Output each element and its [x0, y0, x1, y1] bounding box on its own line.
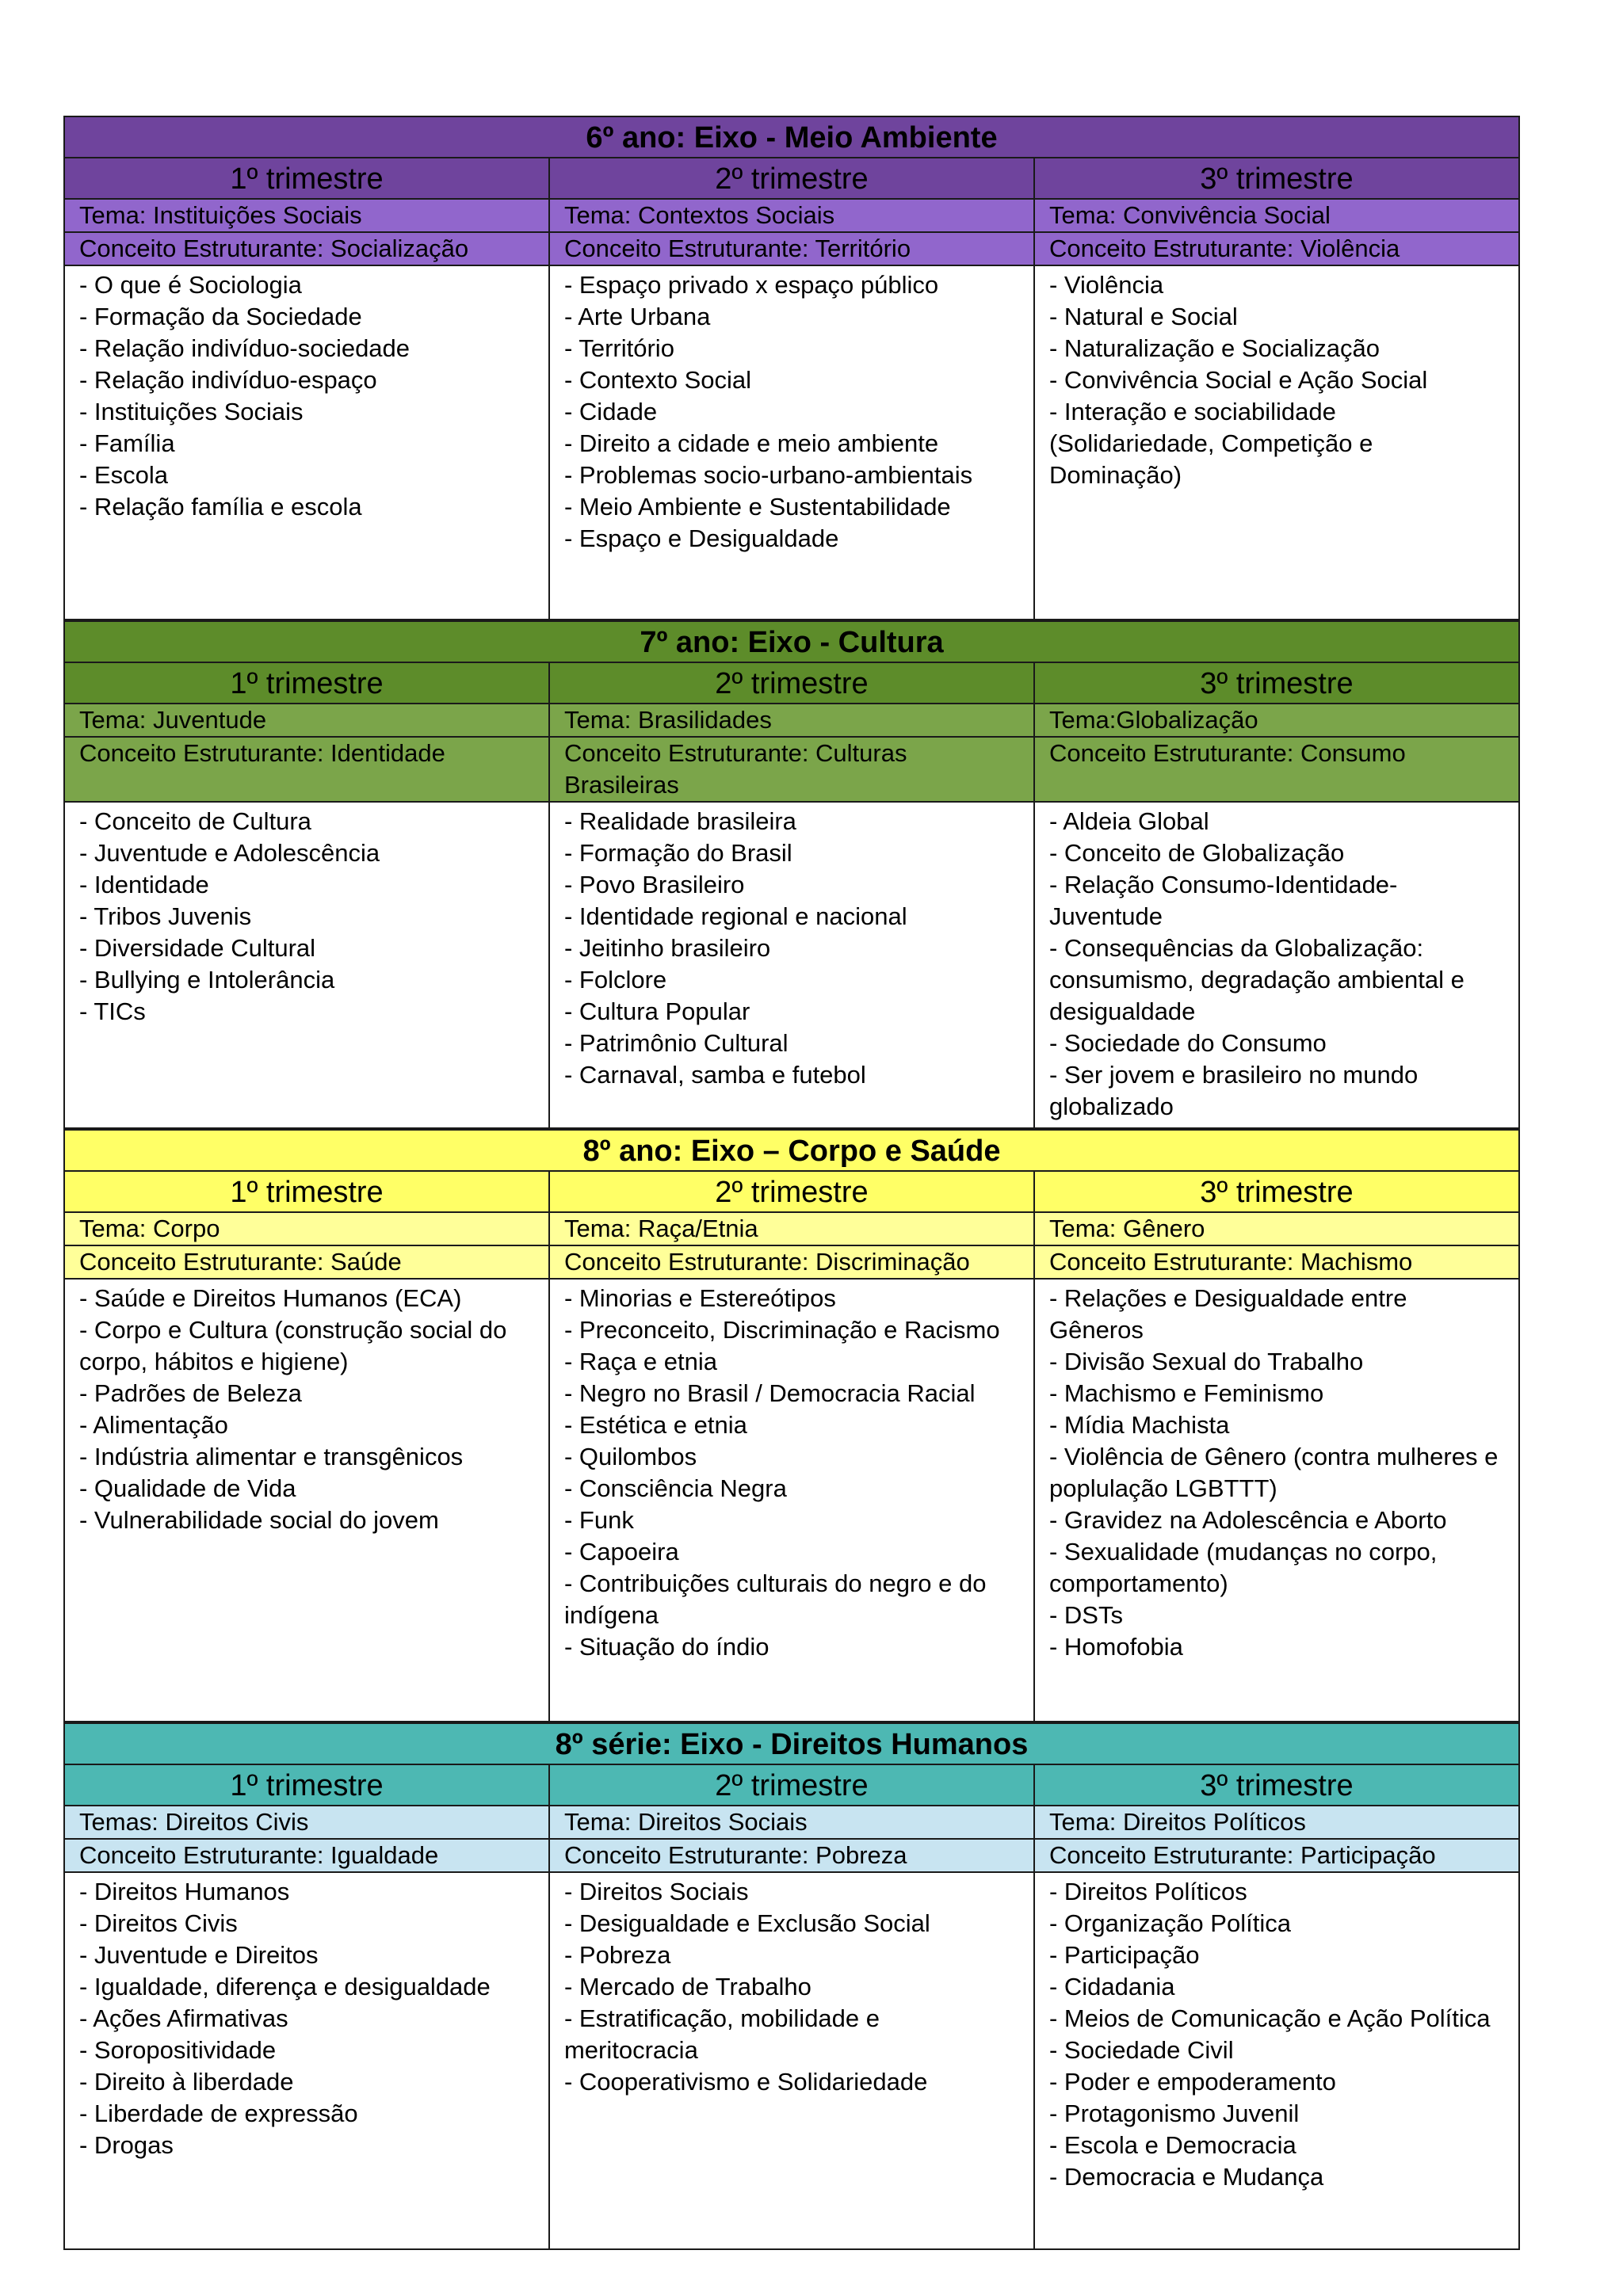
- trimester-row: [64, 662, 1519, 704]
- topic-item: - DSTs: [1048, 1601, 1123, 1629]
- topic-list: [564, 806, 1019, 1091]
- topic-item: - Indústria alimentar e transgênicos: [79, 1443, 464, 1470]
- topic-item: - Consciência Negra: [563, 1474, 787, 1502]
- conceito-cell: Conceito Estruturante: Violência: [1034, 232, 1519, 265]
- content-cell: [549, 265, 1034, 620]
- topic-item: - Relação família e escola: [79, 493, 362, 521]
- content-cell: [549, 1872, 1034, 2249]
- content-cell: [64, 265, 549, 620]
- topic-item: - Escola e Democracia: [1048, 2131, 1296, 2159]
- trimester-header: 2º trimestre: [549, 158, 1034, 199]
- tema-row: [64, 704, 1519, 737]
- trimester-header: 3º trimestre: [1034, 1171, 1519, 1212]
- topic-item: - Mídia Machista: [1048, 1411, 1230, 1439]
- topic-item: - Pobreza: [563, 1941, 671, 1969]
- tema-cell: Tema: Gênero: [1034, 1212, 1519, 1245]
- content-cell: [549, 802, 1034, 1129]
- topic-item: - Juventude e Direitos: [79, 1941, 319, 1969]
- topic-item: - Cooperativismo e Solidariedade: [563, 2068, 928, 2096]
- topic-item: - Folclore: [563, 966, 667, 994]
- topic-item: - TICs: [79, 997, 146, 1025]
- topic-item: - Diversidade Cultural: [79, 934, 316, 962]
- trimester-header: 2º trimestre: [549, 1171, 1034, 1212]
- topic-item: - Igualdade, diferença e desigualdade: [79, 1973, 491, 2000]
- topic-item: - Aldeia Global: [1048, 807, 1209, 835]
- topic-item: - Cidade: [563, 398, 658, 425]
- topic-item: - Interação e sociabilidade (Solidariedade, Competição e Dominação): [1048, 398, 1373, 489]
- topic-item: - Relações e Desigualdade entre Gêneros: [1048, 1284, 1407, 1344]
- topic-item: - Consequências da Globalização: consumismo, degradação ambiental e desigualdade: [1048, 934, 1465, 1025]
- trimester-row: [64, 1764, 1519, 1806]
- topic-item: - Corpo e Cultura (construção social do corpo, hábitos e higiene): [79, 1316, 507, 1375]
- topic-item: - Sexualidade (mudanças no corpo, comportamento): [1048, 1538, 1438, 1597]
- topic-item: - Homofobia: [1048, 1633, 1183, 1661]
- conceito-cell: Conceito Estruturante: Pobreza: [549, 1839, 1034, 1872]
- conceito-cell: Conceito Estruturante: Território: [549, 232, 1034, 265]
- topic-item: - Instituições Sociais: [79, 398, 304, 425]
- topic-item: - Direitos Sociais: [563, 1878, 749, 1905]
- topic-item: - Funk: [563, 1506, 634, 1534]
- topic-item: - Família: [79, 429, 175, 457]
- topic-item: - Qualidade de Vida: [79, 1474, 296, 1502]
- topic-item: - Patrimônio Cultural: [563, 1029, 789, 1057]
- trimester-header: 1º trimestre: [64, 1764, 549, 1806]
- trimester-header: 3º trimestre: [1034, 662, 1519, 704]
- conceito-cell: Conceito Estruturante: Culturas Brasileiras: [549, 737, 1034, 802]
- topic-item: - Sociedade Civil: [1048, 2036, 1234, 2064]
- tema-row: [64, 1806, 1519, 1839]
- topic-item: - Convivência Social e Ação Social: [1048, 366, 1428, 394]
- topic-item: - Estética e etnia: [563, 1411, 747, 1439]
- topic-item: - Violência de Gênero (contra mulheres e poplulação LGBTTT): [1048, 1443, 1499, 1502]
- topic-item: - Formação do Brasil: [563, 839, 792, 867]
- topic-item: - Poder e empoderamento: [1048, 2068, 1336, 2096]
- topic-item: - Divisão Sexual do Trabalho: [1048, 1348, 1364, 1375]
- conceito-cell: Conceito Estruturante: Participação: [1034, 1839, 1519, 1872]
- topic-item: - Relação indivíduo-sociedade: [79, 334, 411, 362]
- topic-list: [1049, 806, 1504, 1123]
- topic-item: - Negro no Brasil / Democracia Racial: [563, 1379, 976, 1407]
- content-cell: [64, 1279, 549, 1722]
- tema-cell: Tema: Brasilidades: [549, 704, 1034, 737]
- topic-item: - Saúde e Direitos Humanos (ECA): [79, 1284, 462, 1312]
- topic-item: - Capoeira: [563, 1538, 679, 1566]
- tema-cell: Tema: Juventude: [64, 704, 549, 737]
- tema-cell: Tema:Globalização: [1034, 704, 1519, 737]
- topic-list: [1049, 269, 1504, 491]
- topic-item: - O que é Sociologia: [79, 271, 302, 299]
- topic-item: - Direitos Civis: [79, 1909, 238, 1937]
- tema-cell: Tema: Direitos Sociais: [549, 1806, 1034, 1839]
- topic-list: [79, 1876, 534, 2161]
- topic-item: - Juventude e Adolescência: [79, 839, 380, 867]
- topic-item: - Identidade: [79, 871, 209, 898]
- topic-item: - Meios de Comunicação e Ação Política: [1048, 2004, 1491, 2032]
- topic-item: - Espaço privado x espaço público: [563, 271, 939, 299]
- content-cell: [64, 1872, 549, 2249]
- tema-cell: Tema: Instituições Sociais: [64, 199, 549, 232]
- topic-item: - Protagonismo Juvenil: [1048, 2100, 1300, 2127]
- topic-item: - Organização Política: [1048, 1909, 1291, 1937]
- section-title-row: [64, 1129, 1519, 1171]
- trimester-header: 2º trimestre: [549, 662, 1034, 704]
- topic-item: - Soropositividade: [79, 2036, 277, 2064]
- topic-item: - Direitos Políticos: [1048, 1878, 1247, 1905]
- topic-item: - Território: [563, 334, 674, 362]
- topic-item: - Natural e Social: [1048, 303, 1238, 330]
- tema-cell: Tema: Direitos Políticos: [1034, 1806, 1519, 1839]
- topic-item: - Realidade brasileira: [563, 807, 796, 835]
- topic-item: - Quilombos: [563, 1443, 697, 1470]
- topic-item: - Minorias e Estereótipos: [563, 1284, 836, 1312]
- topic-list: [564, 1283, 1019, 1663]
- topic-item: - Direitos Humanos: [79, 1878, 290, 1905]
- conceito-cell: Conceito Estruturante: Igualdade: [64, 1839, 549, 1872]
- topic-item: - Situação do índio: [563, 1633, 769, 1661]
- topic-item: - Cidadania: [1048, 1973, 1175, 2000]
- content-cell: [64, 802, 549, 1129]
- trimester-header: 2º trimestre: [549, 1764, 1034, 1806]
- topic-list: [1049, 1876, 1504, 2193]
- topic-item: - Ser jovem e brasileiro no mundo globalizado: [1048, 1061, 1419, 1120]
- curriculum-table-body: [64, 116, 1519, 2249]
- section-title-row: [64, 116, 1519, 158]
- topic-item: - Sociedade do Consumo: [1048, 1029, 1327, 1057]
- topic-item: - Liberdade de expressão: [79, 2100, 358, 2127]
- topic-item: - Desigualdade e Exclusão Social: [563, 1909, 930, 1937]
- topic-item: - Naturalização e Socialização: [1048, 334, 1380, 362]
- conceito-cell: Conceito Estruturante: Socialização: [64, 232, 549, 265]
- topic-item: - Preconceito, Discriminação e Racismo: [563, 1316, 1000, 1344]
- tema-cell: Tema: Corpo: [64, 1212, 549, 1245]
- topic-item: - Direito a cidade e meio ambiente: [563, 429, 939, 457]
- topic-item: - Ações Afirmativas: [79, 2004, 288, 2032]
- tema-row: [64, 1212, 1519, 1245]
- conceito-cell: Conceito Estruturante: Machismo: [1034, 1245, 1519, 1279]
- tema-cell: Tema: Raça/Etnia: [549, 1212, 1034, 1245]
- topic-item: - Arte Urbana: [563, 303, 711, 330]
- topic-item: - Conceito de Cultura: [79, 807, 311, 835]
- topic-item: - Conceito de Globalização: [1048, 839, 1345, 867]
- topic-list: [1049, 1283, 1504, 1663]
- topic-item: - Machismo e Feminismo: [1048, 1379, 1324, 1407]
- topic-item: - Democracia e Mudança: [1048, 2163, 1324, 2191]
- content-row: [64, 802, 1519, 1129]
- topic-item: - Espaço e Desigualdade: [563, 524, 839, 552]
- content-row: [64, 265, 1519, 620]
- trimester-header: 1º trimestre: [64, 1171, 549, 1212]
- topic-item: - Cultura Popular: [563, 997, 750, 1025]
- topic-item: - Mercado de Trabalho: [563, 1973, 812, 2000]
- topic-item: - Problemas socio-urbano-ambientais: [563, 461, 973, 489]
- trimester-header: 3º trimestre: [1034, 158, 1519, 199]
- topic-item: - Bullying e Intolerância: [79, 966, 335, 994]
- topic-item: - Gravidez na Adolescência e Aborto: [1048, 1506, 1447, 1534]
- tema-row: [64, 199, 1519, 232]
- topic-item: - Jeitinho brasileiro: [563, 934, 771, 962]
- topic-item: - Meio Ambiente e Sustentabilidade: [563, 493, 951, 521]
- conceito-row: [64, 1839, 1519, 1872]
- conceito-row: [64, 232, 1519, 265]
- topic-item: - Direito à liberdade: [79, 2068, 294, 2096]
- content-cell: [1034, 265, 1519, 620]
- topic-list: [79, 1283, 534, 1536]
- topic-item: - Drogas: [79, 2131, 174, 2159]
- section-title: 8º ano: Eixo – Corpo e Saúde: [64, 1129, 1519, 1171]
- topic-item: - Vulnerabilidade social do jovem: [79, 1506, 439, 1534]
- conceito-row: [64, 1245, 1519, 1279]
- content-cell: [1034, 802, 1519, 1129]
- topic-list: [79, 269, 534, 523]
- topic-item: - Relação indivíduo-espaço: [79, 366, 377, 394]
- topic-list: [564, 269, 1019, 555]
- topic-item: - Contexto Social: [563, 366, 752, 394]
- topic-item: - Estratificação, mobilidade e meritocracia: [563, 2004, 880, 2064]
- trimester-header: 1º trimestre: [64, 662, 549, 704]
- topic-item: - Escola: [79, 461, 168, 489]
- content-cell: [1034, 1872, 1519, 2249]
- curriculum-document: [63, 116, 1520, 2250]
- trimester-row: [64, 158, 1519, 199]
- section-title-row: [64, 620, 1519, 662]
- trimester-header: 3º trimestre: [1034, 1764, 1519, 1806]
- conceito-row: [64, 737, 1519, 802]
- content-cell: [549, 1279, 1034, 1722]
- topic-item: - Contribuições culturais do negro e do indígena: [563, 1569, 987, 1629]
- topic-item: - Tribos Juvenis: [79, 902, 252, 930]
- topic-item: - Formação da Sociedade: [79, 303, 362, 330]
- topic-item: - Povo Brasileiro: [563, 871, 745, 898]
- topic-item: - Relação Consumo-Identidade-Juventude: [1048, 871, 1398, 930]
- topic-item: - Participação: [1048, 1941, 1200, 1969]
- content-row: [64, 1872, 1519, 2249]
- topic-list: [79, 806, 534, 1028]
- content-row: [64, 1279, 1519, 1722]
- conceito-cell: Conceito Estruturante: Identidade: [64, 737, 549, 802]
- section-title: 8º série: Eixo - Direitos Humanos: [64, 1722, 1519, 1764]
- tema-cell: Tema: Contextos Sociais: [549, 199, 1034, 232]
- curriculum-table: [63, 116, 1520, 2250]
- trimester-header: 1º trimestre: [64, 158, 549, 199]
- section-title-row: [64, 1722, 1519, 1764]
- trimester-row: [64, 1171, 1519, 1212]
- topic-list: [564, 1876, 1019, 2098]
- tema-cell: Temas: Direitos Civis: [64, 1806, 549, 1839]
- topic-item: - Identidade regional e nacional: [563, 902, 907, 930]
- topic-item: - Violência: [1048, 271, 1164, 299]
- conceito-cell: Conceito Estruturante: Discriminação: [549, 1245, 1034, 1279]
- topic-item: - Raça e etnia: [563, 1348, 717, 1375]
- tema-cell: Tema: Convivência Social: [1034, 199, 1519, 232]
- topic-item: - Padrões de Beleza: [79, 1379, 302, 1407]
- topic-item: - Carnaval, samba e futebol: [563, 1061, 866, 1089]
- conceito-cell: Conceito Estruturante: Consumo: [1034, 737, 1519, 802]
- section-title: 6º ano: Eixo - Meio Ambiente: [64, 116, 1519, 158]
- section-title: 7º ano: Eixo - Cultura: [64, 620, 1519, 662]
- conceito-cell: Conceito Estruturante: Saúde: [64, 1245, 549, 1279]
- content-cell: [1034, 1279, 1519, 1722]
- topic-item: - Alimentação: [79, 1411, 228, 1439]
